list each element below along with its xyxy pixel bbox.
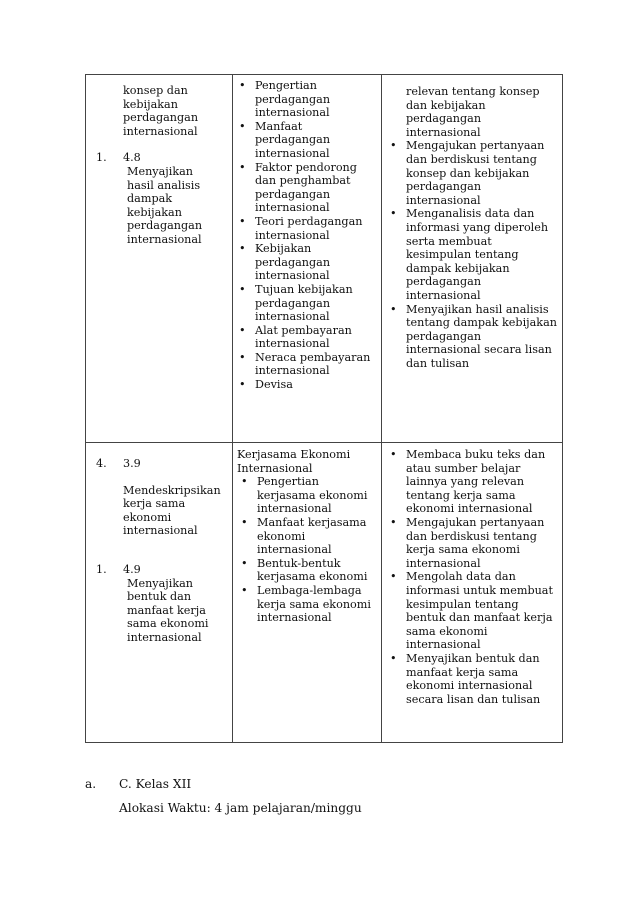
list-item <box>235 242 379 283</box>
list-item-text: Pengertian kerjasama ekonomi internasional <box>257 475 368 516</box>
list-item-text: Devisa <box>255 378 293 392</box>
list-item <box>235 324 379 351</box>
bullet-icon: • <box>390 651 397 665</box>
kegiatan-lead: relevan tentang konsep dan kebijakan perdagangan internasional <box>406 85 540 139</box>
list-item <box>386 570 558 652</box>
table-row <box>86 75 563 443</box>
list-item-text: Manfaat kerjasama ekonomi internasional <box>257 515 367 557</box>
bullet-icon: • <box>239 160 246 174</box>
list-item-text: Lembaga-lembaga kerja sama ekonomi internasional <box>257 583 371 625</box>
list-item <box>235 79 379 120</box>
kd-number: 1. <box>96 151 107 165</box>
kd-text: Menyajikan hasil analisis dampak kebijakan perdagangan internasional <box>127 164 203 246</box>
bullet-icon: • <box>239 242 246 256</box>
section-heading: C. Kelas XII <box>119 777 192 791</box>
materi-cell <box>233 443 382 743</box>
bullet-icon: • <box>239 214 246 228</box>
list-item <box>235 378 379 392</box>
list-item-text: Mengajukan pertanyaan dan berdiskusi tentang konsep dan kebijakan perdagangan internasional <box>406 139 545 207</box>
list-item <box>235 283 379 324</box>
list-item-text: Teori perdagangan internasional <box>255 214 363 242</box>
list-item <box>235 120 379 161</box>
kd-code: 4.9 <box>123 562 141 576</box>
list-item <box>386 207 558 302</box>
list-item-text: Alat pembayaran internasional <box>255 323 352 351</box>
kegiatan-list <box>386 448 558 706</box>
kd-number: 1. <box>96 562 107 576</box>
kd-text: Mendeskripsikan kerja sama ekonomi internasional <box>123 483 221 538</box>
kegiatan-cell <box>382 443 563 743</box>
list-item-text: Mengolah data dan informasi untuk membuat kesimpulan tentang bentuk dan manfaat kerja sama ekonomi internasional <box>406 570 553 652</box>
list-item <box>386 139 558 207</box>
list-item-text: Neraca pembayaran internasional <box>255 350 371 378</box>
bullet-icon: • <box>390 302 397 316</box>
list-item-text: Bentuk-bentuk kerjasama ekonomi <box>257 556 368 584</box>
kd-text: Menyajikan bentuk dan manfaat kerja sama ekonomi internasional <box>127 576 209 644</box>
list-item <box>235 351 379 378</box>
list-item-text: Pengertian perdagangan internasional <box>255 79 331 120</box>
bullet-icon: • <box>241 475 248 489</box>
materi-cell <box>233 75 382 443</box>
materi-list <box>237 475 379 625</box>
bullet-icon: • <box>390 207 397 221</box>
kegiatan-cell <box>382 75 563 443</box>
list-item-text: Manfaat perdagangan internasional <box>255 119 331 160</box>
list-item-text: Menganalisis data dan informasi yang diperoleh serta membuat kesimpulan tentang dampak kebijakan perdagangan internasional <box>406 207 549 302</box>
kd-cell <box>86 443 233 743</box>
kd-code: 4.8 <box>123 151 141 165</box>
bullet-icon: • <box>241 515 248 529</box>
list-item <box>386 516 558 570</box>
bullet-icon: • <box>390 570 397 584</box>
bullet-icon: • <box>390 515 397 529</box>
list-item-text: Menyajikan hasil analisis tentang dampak kebijakan perdagangan internasional secara lisan dan tulisan <box>406 302 557 370</box>
bullet-icon: • <box>239 350 246 364</box>
kd-code: 3.9 <box>123 457 141 470</box>
list-item-text: Membaca buku teks dan atau sumber belajar lainnya yang relevan tentang kerja sama ekonomi internasional <box>406 448 546 516</box>
materi-list <box>235 79 379 392</box>
bullet-icon: • <box>390 448 397 461</box>
kd-text: konsep dan kebijakan perdagangan internasional <box>123 84 199 138</box>
list-item <box>237 557 379 584</box>
bullet-icon: • <box>239 79 246 92</box>
kd-entry <box>86 457 232 538</box>
bullet-icon: • <box>239 119 246 133</box>
list-item-text: Menyajikan bentuk dan manfaat kerja sama ekonomi internasional secara lisan dan tulisan <box>406 651 541 706</box>
list-item-text: Tujuan kebijakan perdagangan internasional <box>255 282 353 324</box>
list-item <box>386 652 558 706</box>
kd-entry <box>86 563 232 645</box>
bullet-icon: • <box>390 139 397 153</box>
materi-heading: Kerjasama Ekonomi Internasional <box>237 448 351 475</box>
list-item-text: Faktor pendorong dan penghambat perdagangan internasional <box>255 160 357 215</box>
list-item <box>235 215 379 242</box>
bullet-icon: • <box>239 282 246 296</box>
list-label: a. <box>85 777 97 791</box>
list-item <box>237 475 379 516</box>
kegiatan-list <box>386 139 558 370</box>
kd-cell <box>86 75 233 443</box>
curriculum-table <box>85 74 563 743</box>
bullet-icon: • <box>239 323 246 337</box>
kd-entry <box>86 151 232 246</box>
table-row <box>86 443 563 743</box>
list-item-text: Kebijakan perdagangan internasional <box>255 242 331 283</box>
time-allocation: Alokasi Waktu: 4 jam pelajaran/minggu <box>119 801 362 815</box>
bullet-icon: • <box>241 556 248 570</box>
list-item <box>237 584 379 625</box>
list-item <box>386 448 558 516</box>
kd-entry <box>86 84 232 138</box>
bullet-icon: • <box>239 378 246 392</box>
kd-number: 4. <box>96 457 107 470</box>
list-item <box>235 161 379 215</box>
list-item <box>386 303 558 371</box>
section-footer <box>85 774 362 818</box>
list-item-text: Mengajukan pertanyaan dan berdiskusi tentang kerja sama ekonomi internasional <box>406 515 545 570</box>
bullet-icon: • <box>241 583 248 597</box>
list-item <box>237 516 379 557</box>
